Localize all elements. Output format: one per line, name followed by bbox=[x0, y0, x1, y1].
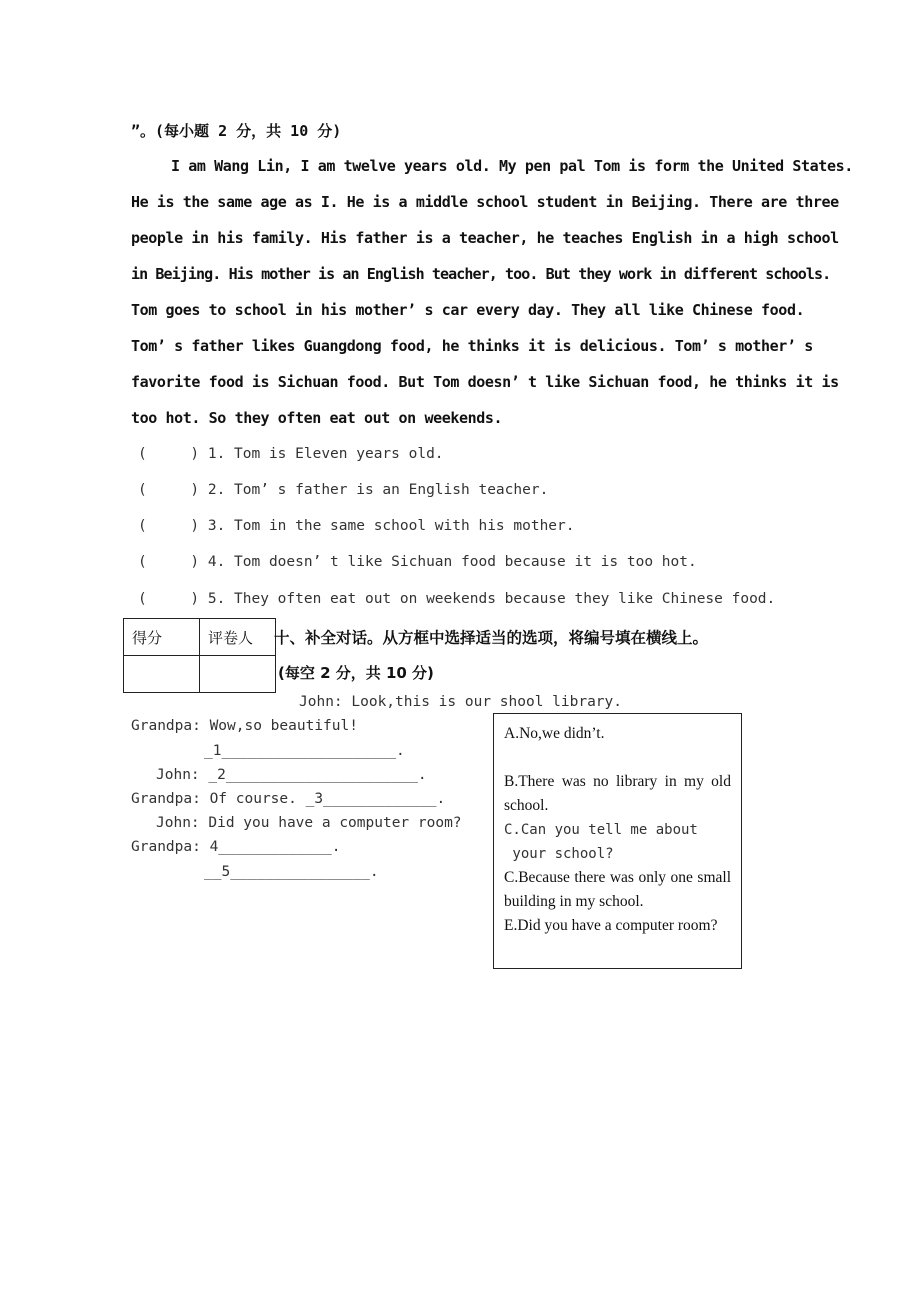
dialogue-line-1: John: Look,this is our shool library. bbox=[299, 694, 623, 710]
passage-line-2: He is the same age as I. He is a middle school student in Beijing. There are three bbox=[131, 193, 839, 211]
passage-line-3: people in his family. His father is a teacher, he teaches English in a high school bbox=[131, 229, 839, 247]
score-table bbox=[123, 618, 276, 693]
dialogue-line-6[interactable]: Grandpa: 4_____________. bbox=[131, 839, 341, 855]
options-box bbox=[493, 713, 742, 969]
dialogue-line-2: Grandpa: Wow,so beautiful! bbox=[131, 718, 358, 734]
passage-line-8: too hot. So they often eat out on weekends. bbox=[131, 409, 503, 427]
question-1: ( ) 1. Tom is Eleven years old. bbox=[138, 446, 444, 462]
grader-cell[interactable] bbox=[200, 656, 276, 693]
option-e: E.Did you have a computer room? bbox=[504, 917, 718, 934]
passage-line-6: Tom’ s father likes Guangdong food, he thinks it is delicious. Tom’ s mother’ s bbox=[131, 337, 813, 355]
section-ten-title: 十、补全对话。从方框中选择适当的选项，将编号填在横线上。 bbox=[274, 629, 709, 647]
passage-line-5: Tom goes to school in his mother’ s car every day. They all like Chinese food. bbox=[131, 301, 805, 319]
option-a: A.No,we didn’t. bbox=[504, 725, 605, 742]
option-c-1: C.Can you tell me about bbox=[504, 822, 698, 838]
dialogue-blank-1[interactable]: _1____________________. bbox=[204, 743, 405, 759]
question-3: ( ) 3. Tom in the same school with his mother. bbox=[138, 518, 575, 534]
option-b: B.There was no library in my old school. bbox=[504, 773, 731, 814]
dialogue-line-4[interactable]: Grandpa: Of course. _3_____________. bbox=[131, 791, 446, 807]
score-label: 得分 bbox=[124, 619, 200, 656]
section-header: ”。(每小题 2 分，共 10 分) bbox=[131, 122, 342, 140]
question-2: ( ) 2. Tom’ s father is an English teacher. bbox=[138, 482, 549, 498]
passage-line-7: favorite food is Sichuan food. But Tom doesn’ t like Sichuan food, he thinks it is bbox=[131, 373, 839, 391]
question-4: ( ) 4. Tom doesn’ t like Sichuan food because it is too hot. bbox=[138, 554, 697, 570]
score-cell[interactable] bbox=[124, 656, 200, 693]
option-c-2: C.Because there was only one small building in my school. bbox=[504, 869, 731, 910]
dialogue-blank-5[interactable]: __5________________. bbox=[204, 864, 379, 880]
passage-line-4: in Beijing. His mother is an English teacher, too. But they work in different schools. bbox=[131, 265, 831, 283]
dialogue-line-3[interactable]: John: _2______________________. bbox=[156, 767, 427, 783]
dialogue-line-5: John: Did you have a computer room? bbox=[156, 815, 462, 831]
question-5: ( ) 5. They often eat out on weekends because they like Chinese food. bbox=[138, 591, 776, 607]
option-c-1b: your school? bbox=[504, 846, 614, 862]
passage-line-1: I am Wang Lin, I am twelve years old. My pen pal Tom is form the United States. bbox=[171, 157, 853, 175]
section-ten-points: (每空 2 分，共 10 分) bbox=[278, 664, 434, 682]
grader-label: 评卷人 bbox=[200, 619, 276, 656]
